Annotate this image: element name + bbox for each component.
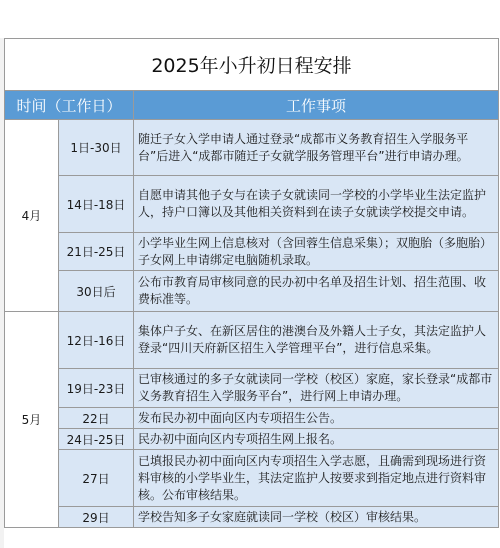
desc-cell: 公布市教育局审核同意的民办初中名单及招生计划、招生范围、收费标准等。 bbox=[134, 271, 499, 312]
desc-cell: 随迁子女入学申请人通过登录“成都市义务教育招生入学服务平台”后进入“成都市随迁子女就学服务管理平台”进行申请办理。 bbox=[134, 120, 499, 176]
table-row bbox=[5, 507, 499, 528]
desc-cell: 学校告知多子女家庭就读同一学校（校区）审核结果。 bbox=[134, 507, 499, 528]
month-cell: 4月 bbox=[5, 120, 59, 312]
table-row bbox=[5, 429, 499, 450]
table-row bbox=[5, 120, 499, 176]
table-row bbox=[5, 176, 499, 233]
month-cell: 5月 bbox=[5, 312, 59, 528]
date-cell: 27日 bbox=[59, 450, 134, 507]
header-time: 时间（工作日） bbox=[5, 91, 134, 120]
table-header bbox=[5, 91, 499, 120]
table-row bbox=[5, 408, 499, 429]
date-cell: 29日 bbox=[59, 507, 134, 528]
date-cell: 1日-30日 bbox=[59, 120, 134, 176]
table-row bbox=[5, 312, 499, 369]
desc-cell: 民办初中面向区内专项招生网上报名。 bbox=[134, 429, 499, 450]
desc-cell: 小学毕业生网上信息核对（含回蓉生信息采集）；双胞胎（多胞胎）子女网上申请绑定电脑随机录取。 bbox=[134, 233, 499, 271]
desc-cell: 已填报民办初中面向区内专项招生入学志愿，且确需到现场进行资料审核的小学毕业生，其法定监护人按要求到指定地点进行资料审核。公布审核结果。 bbox=[134, 450, 499, 507]
date-cell: 19日-23日 bbox=[59, 369, 134, 408]
date-cell: 12日-16日 bbox=[59, 312, 134, 369]
table-row bbox=[5, 369, 499, 408]
date-cell: 30日后 bbox=[59, 271, 134, 312]
page-title: 2025年小升初日程安排 bbox=[5, 39, 499, 91]
desc-cell: 已审核通过的多子女就读同一学校（校区）家庭，家长登录“成都市义务教育招生入学服务平台”，进行网上申请办理。 bbox=[134, 369, 499, 408]
date-cell: 14日-18日 bbox=[59, 176, 134, 233]
table-row bbox=[5, 271, 499, 312]
desc-cell: 发布民办初中面向区内专项招生公告。 bbox=[134, 408, 499, 429]
table-row bbox=[5, 450, 499, 507]
schedule-sheet bbox=[4, 38, 498, 528]
date-cell: 22日 bbox=[59, 408, 134, 429]
date-cell: 21日-25日 bbox=[59, 233, 134, 271]
schedule-table bbox=[4, 38, 499, 528]
header-work: 工作事项 bbox=[134, 91, 499, 120]
table-row bbox=[5, 233, 499, 271]
desc-cell: 自愿申请其他子女与在读子女就读同一学校的小学毕业生法定监护人，持户口簿以及其他相关资料到在读子女就读学校提交申请。 bbox=[134, 176, 499, 233]
date-cell: 24日-25日 bbox=[59, 429, 134, 450]
desc-cell: 集体户子女、在新区居住的港澳台及外籍人士子女，其法定监护人登录“四川天府新区招生入学管理平台”，进行信息采集。 bbox=[134, 312, 499, 369]
